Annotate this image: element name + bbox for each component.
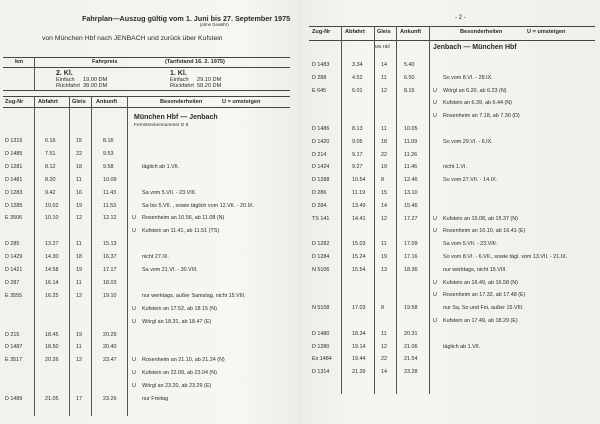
col-zug: Zug-Nr	[5, 99, 24, 105]
train-number: D 214	[312, 151, 327, 158]
arrival-time: 17.09	[404, 241, 418, 248]
platform: 16	[76, 189, 82, 196]
train-number: D 1481	[5, 176, 23, 183]
page-title: Fahrplan—Auszug gültig vom 1. Juni bis 27. September 1975	[82, 14, 291, 23]
platform: 22	[381, 151, 387, 158]
departure-time: 16.14	[45, 279, 59, 286]
platform: 11	[76, 344, 82, 351]
platform: 12	[381, 343, 387, 350]
train-number: TS 141	[312, 215, 330, 222]
col-bes: Besonderheiten	[160, 99, 203, 105]
departure-time: 14.30	[45, 254, 59, 261]
remarks: Rosenheim an 10.56, ab 11.08 (N)	[142, 215, 225, 222]
train-number: D 215	[5, 331, 20, 338]
departure-time: 11.19	[352, 190, 366, 196]
change-marker: U	[433, 279, 437, 286]
platform: 15	[381, 190, 387, 196]
departure-time: 16.25	[45, 292, 59, 299]
arrival-time: 6.50	[404, 74, 415, 81]
departure-time: 8.20	[45, 176, 56, 183]
remarks: Sa vom 21.VI. - 30.VIII.	[142, 267, 198, 273]
arrival-time: 8.15	[404, 87, 415, 94]
class1-rueck: 58.20 DM	[197, 83, 222, 89]
col-gleis: Gleis	[72, 99, 86, 105]
arrival-time: 15.46	[404, 202, 418, 209]
arrival-time: 8.16	[103, 138, 114, 144]
arrival-time: 16.37	[103, 254, 117, 261]
platform: 12	[76, 215, 82, 222]
class2-label: 2. Kl.	[56, 70, 73, 77]
change-marker: U	[132, 370, 136, 377]
train-number: E 645	[312, 87, 327, 94]
arrival-time: 11.09	[404, 138, 418, 145]
platform: 19	[76, 267, 82, 273]
arrival-time: 11.26	[404, 151, 418, 158]
departure-time: 21.39	[352, 369, 366, 376]
remarks: nur Sa, So und Fei, außer 15.VIII.	[443, 305, 524, 312]
departure-time: 9.05	[352, 138, 363, 145]
platform: 12	[381, 215, 387, 222]
remarks: So vom 27.VII. - 14.IX.	[443, 177, 498, 184]
tarif-header: (Tarifstand 16. 2. 1975)	[165, 59, 225, 65]
remarks: Wörgl an 18.31, ab 18.47 (E)	[142, 318, 212, 325]
left-page	[0, 0, 298, 424]
arrival-time: 12.46	[404, 177, 418, 184]
train-number: D 1486	[312, 126, 330, 132]
arrival-time: 23.47	[103, 357, 117, 364]
change-marker: U	[433, 318, 437, 324]
arrival-time: 19.58	[404, 305, 418, 312]
arrival-time: 10.09	[103, 176, 117, 183]
train-number: D 288	[312, 74, 327, 81]
train-number: D 1285	[5, 202, 23, 209]
train-number: D 1489	[5, 396, 23, 402]
train-number: D 1485	[5, 150, 23, 157]
change-marker: U	[433, 100, 437, 107]
train-number: D 1424	[312, 164, 330, 171]
departure-time: 20.26	[45, 357, 59, 364]
remarks: Kufstein an 17.49, ab 18.29 (E)	[443, 318, 518, 324]
remarks: Sa vom 5.VII. - 23.VIII.	[443, 241, 498, 248]
arrival-time: 19.10	[103, 292, 117, 299]
platform: 19	[381, 164, 387, 171]
gleis-note: Mü Hbf	[375, 44, 390, 49]
platform: 8	[381, 177, 384, 184]
platform: 15	[76, 138, 82, 144]
departure-time: 17.03	[352, 305, 366, 312]
departure-time: 10.54	[352, 177, 366, 184]
col-ankunft: Ankunft	[400, 29, 422, 35]
platform: 18	[381, 138, 387, 145]
platform: 19	[76, 331, 82, 338]
col-zug: Zug-Nr	[312, 29, 331, 35]
arrival-time: 17.16	[404, 254, 418, 260]
departure-time: 9.17	[352, 151, 363, 158]
platform: 19	[76, 202, 82, 209]
arrival-time: 12.12	[103, 215, 117, 222]
train-number: D 285	[5, 241, 20, 248]
change-marker: U	[132, 228, 136, 235]
departure-time: 15.03	[352, 241, 366, 248]
change-marker: U	[433, 87, 437, 94]
departure-time: 6.16	[45, 138, 56, 144]
departure-time: 8.13	[352, 126, 363, 132]
remarks: So vom 29.VI. - 6.IX.	[443, 138, 493, 145]
train-number: D 1282	[312, 241, 330, 248]
arrival-time: 11.46	[404, 164, 418, 171]
platform: 11	[381, 241, 387, 248]
km-header: km	[15, 59, 24, 65]
train-number: N 5108	[312, 305, 330, 312]
arrival-time: 10.05	[404, 126, 418, 132]
train-number: D 1283	[5, 189, 23, 196]
change-marker: U	[433, 215, 437, 222]
arrival-time: 5.40	[404, 62, 415, 68]
departure-time: 19.44	[352, 356, 366, 363]
arrival-time: 11.43	[103, 189, 117, 196]
change-marker: U	[132, 305, 136, 312]
remarks: nicht 1.VI.	[443, 164, 467, 171]
platform: 11	[76, 279, 82, 286]
remarks: nur werktags, nicht 15.VIII.	[443, 266, 507, 273]
platform: 12	[381, 87, 387, 94]
departure-time: 6.01	[352, 87, 363, 94]
route-note: Fernstreckennummer D 5	[134, 123, 189, 128]
departure-time: 9.27	[352, 164, 363, 171]
train-number: D 1421	[5, 267, 23, 273]
col-u: U = umsteigen	[222, 99, 261, 105]
platform: 8	[381, 305, 384, 312]
train-number: D 1315	[5, 138, 23, 144]
fahrpreis-header: Fahrpreis	[92, 59, 118, 65]
remarks: Sa bis 5.VII. , sowie täglich vom 12.VII. - 20.IX.	[142, 202, 255, 209]
platform: 12	[76, 357, 82, 364]
page-number: - 2 -	[455, 15, 466, 21]
departure-time: 13.49	[352, 202, 366, 209]
class1-label: 1. Kl.	[170, 70, 187, 77]
platform: 12	[76, 292, 82, 299]
train-number: D 1284	[312, 254, 330, 260]
arrival-time: 20.31	[404, 330, 418, 337]
platform: 11	[76, 176, 82, 183]
platform: 18	[76, 254, 82, 261]
train-number: D 284	[312, 202, 327, 209]
platform: 19	[381, 254, 387, 260]
route-heading: Jenbach — München Hbf	[433, 44, 517, 51]
remarks: Kufstein an 11.41, ab 11.51 (TS)	[142, 228, 220, 235]
col-gleis: Gleis	[377, 29, 391, 35]
departure-time: 14.41	[352, 215, 366, 222]
train-number: Ex 1484	[312, 356, 332, 363]
class1-rueck-label: Rückfahrt	[170, 83, 194, 89]
train-number: E 3517	[5, 357, 23, 364]
col-bes: Besonderheiten	[460, 29, 503, 35]
platform: 11	[381, 126, 387, 132]
page-fold	[299, 0, 302, 424]
departure-time: 4.52	[352, 74, 363, 81]
change-marker: U	[433, 113, 437, 120]
change-marker: U	[132, 318, 136, 325]
departure-time: 18.45	[45, 331, 59, 338]
departure-time: 15.24	[352, 254, 366, 260]
remarks: Wörgl an 23.20, ab 23.29 (E)	[142, 383, 212, 390]
train-number: D 1483	[312, 62, 330, 68]
class2-einfach-label: Einfach	[56, 77, 75, 83]
change-marker: U	[433, 228, 437, 235]
departure-time: 3.34	[352, 62, 363, 68]
arrival-time: 20.29	[103, 331, 117, 338]
departure-time: 14.58	[45, 267, 59, 273]
remarks: täglich ab 1.VII.	[443, 343, 481, 350]
arrival-time: 17.27	[404, 215, 418, 222]
departure-time: 19.14	[352, 343, 366, 350]
platform: 13	[381, 266, 387, 273]
col-abfahrt: Abfahrt	[345, 29, 365, 35]
platform: 18	[76, 163, 82, 170]
arrival-time: 9.58	[103, 163, 114, 170]
remarks: Rosenheim an 17.32, ab 17.48 (E)	[443, 292, 526, 299]
platform: 14	[381, 202, 387, 209]
platform: 22	[381, 356, 387, 363]
train-number: D 1280	[312, 343, 330, 350]
title-note: (ohne Gewähr)	[200, 22, 229, 27]
change-marker: U	[433, 292, 437, 299]
remarks: So vom 8.VI. - 6.VII., sowie tägl. vom 13.VII. - 21.IX.	[443, 254, 568, 260]
arrival-time: 23.28	[404, 369, 418, 376]
col-abfahrt: Abfahrt	[38, 99, 58, 105]
departure-time: 15.54	[352, 266, 366, 273]
change-marker: U	[132, 383, 136, 390]
arrival-time: 23.26	[103, 396, 117, 402]
departure-time: 10.10	[45, 215, 59, 222]
remarks: Kufstein an 6.39, ab 6.44 (N)	[443, 100, 512, 107]
class1-einfach-label: Einfach	[170, 77, 189, 83]
arrival-time: 13.10	[404, 190, 418, 196]
remarks: Rosenheim an 21.10, ab 21.24 (N)	[142, 357, 225, 364]
remarks: Kufstein an 17.52, ab 18.15 (N)	[142, 305, 217, 312]
train-number: D 1288	[312, 177, 330, 184]
train-number: D 1281	[5, 163, 23, 170]
platform: 22	[76, 150, 82, 157]
right-page	[303, 0, 600, 424]
departure-time: 10.02	[45, 202, 59, 209]
departure-time: 21.05	[45, 396, 59, 402]
train-number: N 5106	[312, 266, 330, 273]
remarks: Sa vom 5.VII. - 23.VIII.	[142, 189, 197, 196]
platform: 17	[76, 396, 82, 402]
train-number: D 1487	[5, 344, 23, 351]
remarks: nicht 27.IX.	[142, 254, 169, 261]
page-subtitle: von München Hbf nach JENBACH und zurück über Kufstein	[42, 35, 223, 42]
remarks: Kufstein an 16.49, ab 16.58 (N)	[443, 279, 518, 286]
departure-time: 18.50	[45, 344, 59, 351]
class2-rueck-label: Rückfahrt	[56, 83, 80, 89]
arrival-time: 21.06	[404, 343, 418, 350]
remarks: So vom 8.VI. - 28.IX.	[443, 74, 493, 81]
train-number: D 1480	[312, 330, 330, 337]
platform: 11	[76, 241, 82, 248]
arrival-time: 18.36	[404, 266, 418, 273]
remarks: Wörgl an 6.20, ab 6.23 (N)	[443, 87, 507, 94]
departure-time: 13.27	[45, 241, 59, 248]
remarks: nur Freitag	[142, 396, 169, 402]
platform: 14	[381, 369, 387, 376]
class2-einfach: 19.00 DM	[83, 77, 108, 83]
class2-rueck: 38.00 DM	[83, 83, 108, 89]
remarks: nur werktags, außer Samstag, nicht 15.VIII.	[142, 292, 246, 299]
platform: 11	[381, 330, 387, 337]
departure-time: 9.42	[45, 189, 56, 196]
train-number: D 1420	[312, 138, 330, 145]
remarks: täglich ab 1.VII.	[142, 163, 180, 170]
arrival-time: 21.54	[404, 356, 418, 363]
arrival-time: 15.13	[103, 241, 117, 248]
platform: 11	[381, 74, 387, 81]
remarks: Kufstein an 22.09, ab 23.04 (N)	[142, 370, 217, 377]
arrival-time: 18.03	[103, 279, 117, 286]
departure-time: 18.34	[352, 330, 366, 337]
arrival-time: 17.17	[103, 267, 117, 273]
remarks: Rosenheim an 16.10, ab 16.41 (E)	[443, 228, 526, 235]
departure-time: 7.51	[45, 150, 56, 157]
remarks: Kufstein an 15.08, ab 15.37 (N)	[443, 215, 518, 222]
remarks: Rosenheim an 7.18, ab 7.30 (D)	[443, 113, 520, 120]
train-number: D 1314	[312, 369, 330, 376]
arrival-time: 9.53	[103, 150, 114, 157]
arrival-time: 20.40	[103, 344, 117, 351]
arrival-time: 11.53	[103, 202, 117, 209]
col-ankunft: Ankunft	[96, 99, 118, 105]
col-u: U = umsteigen	[527, 29, 566, 35]
platform: 14	[381, 62, 387, 68]
change-marker: U	[132, 357, 136, 364]
departure-time: 8.12	[45, 163, 56, 170]
train-number: D 287	[5, 279, 20, 286]
train-number: D 1429	[5, 254, 23, 261]
train-number: D 286	[312, 190, 327, 196]
route-heading: München Hbf — Jenbach	[134, 114, 218, 121]
train-number: E 3506	[5, 215, 23, 222]
class1-einfach: 29.10 DM	[197, 77, 222, 83]
train-number: E 3555	[5, 292, 23, 299]
change-marker: U	[132, 215, 136, 222]
